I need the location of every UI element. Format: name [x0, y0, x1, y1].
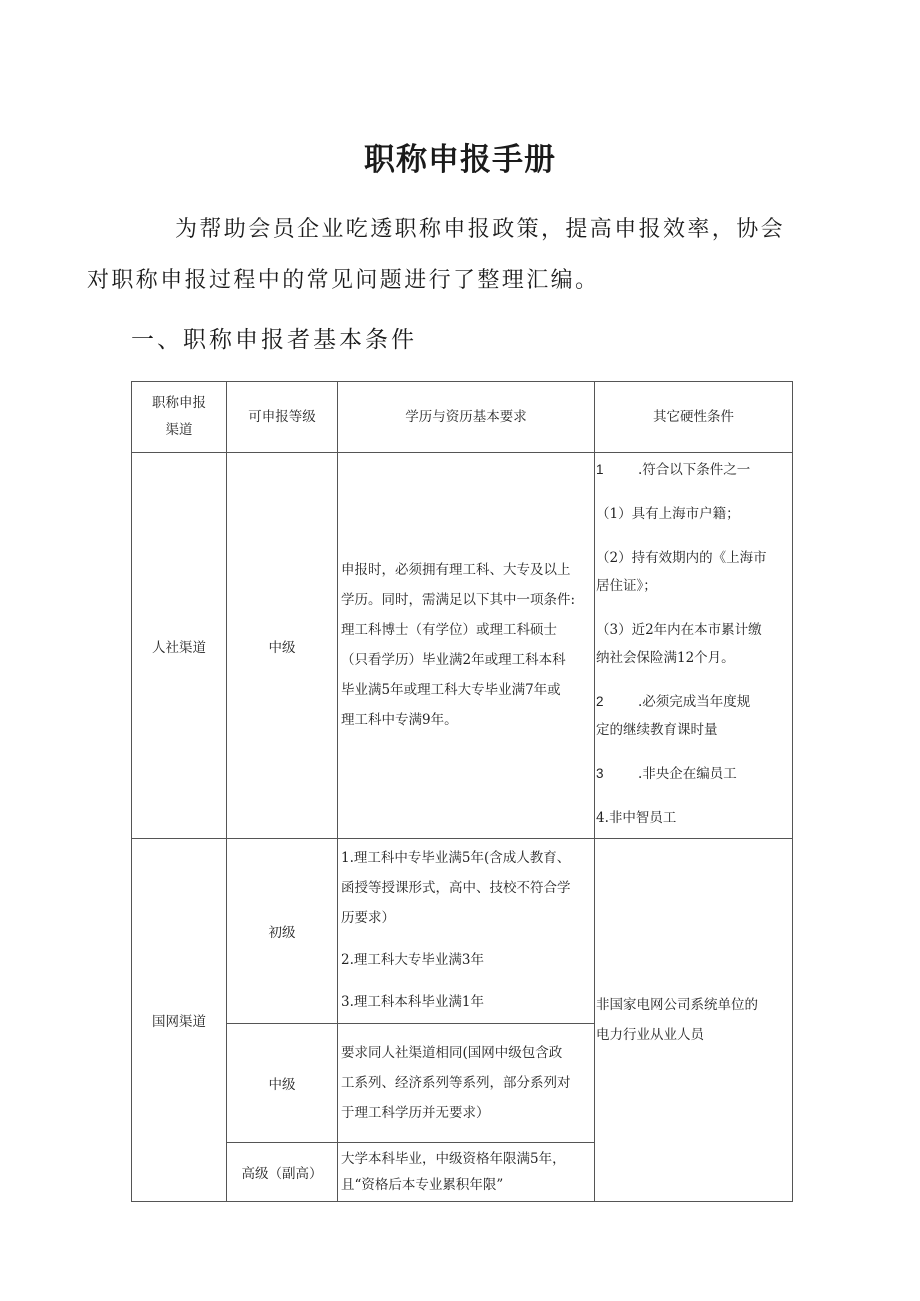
condition-1c-line2: 纳社会保险满12个月。 [596, 650, 735, 666]
condition-3 [596, 760, 792, 788]
education-line: 大学本科毕业，中级资格年限满5年， [341, 1151, 566, 1167]
education-line: 学历。同时，需满足以下其中一项条件: [341, 592, 576, 608]
condition-1a: （1）具有上海市户籍； [596, 506, 740, 522]
header-channel [132, 382, 227, 453]
condition-2-text: .必须完成当年度规 [638, 694, 751, 710]
condition-1b-line2: 居住证》； [596, 578, 657, 594]
table-row [132, 453, 793, 839]
education-line: 且“资格后本专业累积年限” [341, 1177, 504, 1193]
requirements-table [131, 381, 793, 1202]
education-line: 毕业满5年或理工科大专毕业满7年或 [341, 682, 561, 698]
education-line: （只看学历）毕业满2年或理工科本科 [341, 652, 566, 668]
header-channel-line2: 渠道 [165, 422, 193, 438]
level-guowang-junior: 初级 [227, 839, 338, 1024]
intro-line-2: 对职称申报过程中的常见问题进行了整理汇编。 [87, 268, 600, 293]
table-row [132, 839, 793, 1024]
education-line: 于理工科学历并无要求） [341, 1105, 490, 1121]
channel-guowang: 国网渠道 [132, 839, 227, 1202]
education-line: 要求同人社渠道相同(国网中级包含政 [341, 1045, 563, 1061]
education-line: 理工科博士（有学位）或理工科硕士 [341, 622, 557, 638]
header-education: 学历与资历基本要求 [338, 382, 595, 453]
condition-1-number: 1 [596, 462, 604, 477]
guowang-other-line1: 非国家电网公司系统单位的 [596, 997, 758, 1013]
condition-4: 4.非中智员工 [596, 810, 677, 826]
condition-1c-line1: （3）近2年内在本市累计缴 [596, 622, 762, 638]
condition-1-text: .符合以下条件之一 [638, 462, 751, 478]
education-guowang-junior [338, 839, 595, 1024]
condition-2 [596, 688, 792, 716]
level-guowang-intermediate: 中级 [227, 1024, 338, 1143]
page-title: 职称申报手册 [364, 142, 556, 178]
education-line: 1.理工科中专毕业满5年(含成人教育、 [341, 850, 571, 866]
education-line: 理工科中专满9年。 [341, 712, 458, 728]
education-line: 函授等授课形式，高中、技校不符合学 [341, 880, 571, 896]
header-level: 可申报等级 [227, 382, 338, 453]
level-renshe: 中级 [227, 453, 338, 839]
education-line: 申报时，必须拥有理工科、大专及以上 [341, 562, 571, 578]
table-header-row [132, 382, 793, 453]
guowang-other-line2: 电力行业从业人员 [596, 1027, 704, 1043]
condition-1b-line1: （2）持有效期内的《上海市 [596, 550, 767, 566]
condition-1 [596, 456, 792, 484]
intro-paragraph [87, 204, 791, 306]
education-line: 2.理工科大专毕业满3年 [341, 952, 484, 968]
education-guowang-senior [338, 1143, 595, 1202]
conditions-guowang [595, 839, 793, 1202]
condition-2-cont: 定的继续教育课时量 [596, 722, 718, 738]
header-other: 其它硬性条件 [595, 382, 793, 453]
education-guowang-intermediate [338, 1024, 595, 1143]
education-renshe [338, 453, 595, 839]
channel-renshe: 人社渠道 [132, 453, 227, 839]
condition-2-number: 2 [596, 694, 604, 709]
condition-3-number: 3 [596, 766, 604, 781]
header-channel-line1: 职称申报 [152, 395, 206, 411]
intro-line-1: 为帮助会员企业吃透职称申报政策，提高申报效率，协会 [175, 217, 786, 242]
level-guowang-senior: 高级（副高） [227, 1143, 338, 1202]
conditions-renshe [595, 453, 793, 839]
education-line: 历要求） [341, 910, 395, 926]
education-line: 工系列、经济系列等系列，部分系列对 [341, 1075, 571, 1091]
condition-3-text: .非央企在编员工 [638, 766, 737, 782]
education-line: 3.理工科本科毕业满1年 [341, 994, 484, 1010]
section-heading: 一、职称申报者基本条件 [131, 327, 417, 353]
